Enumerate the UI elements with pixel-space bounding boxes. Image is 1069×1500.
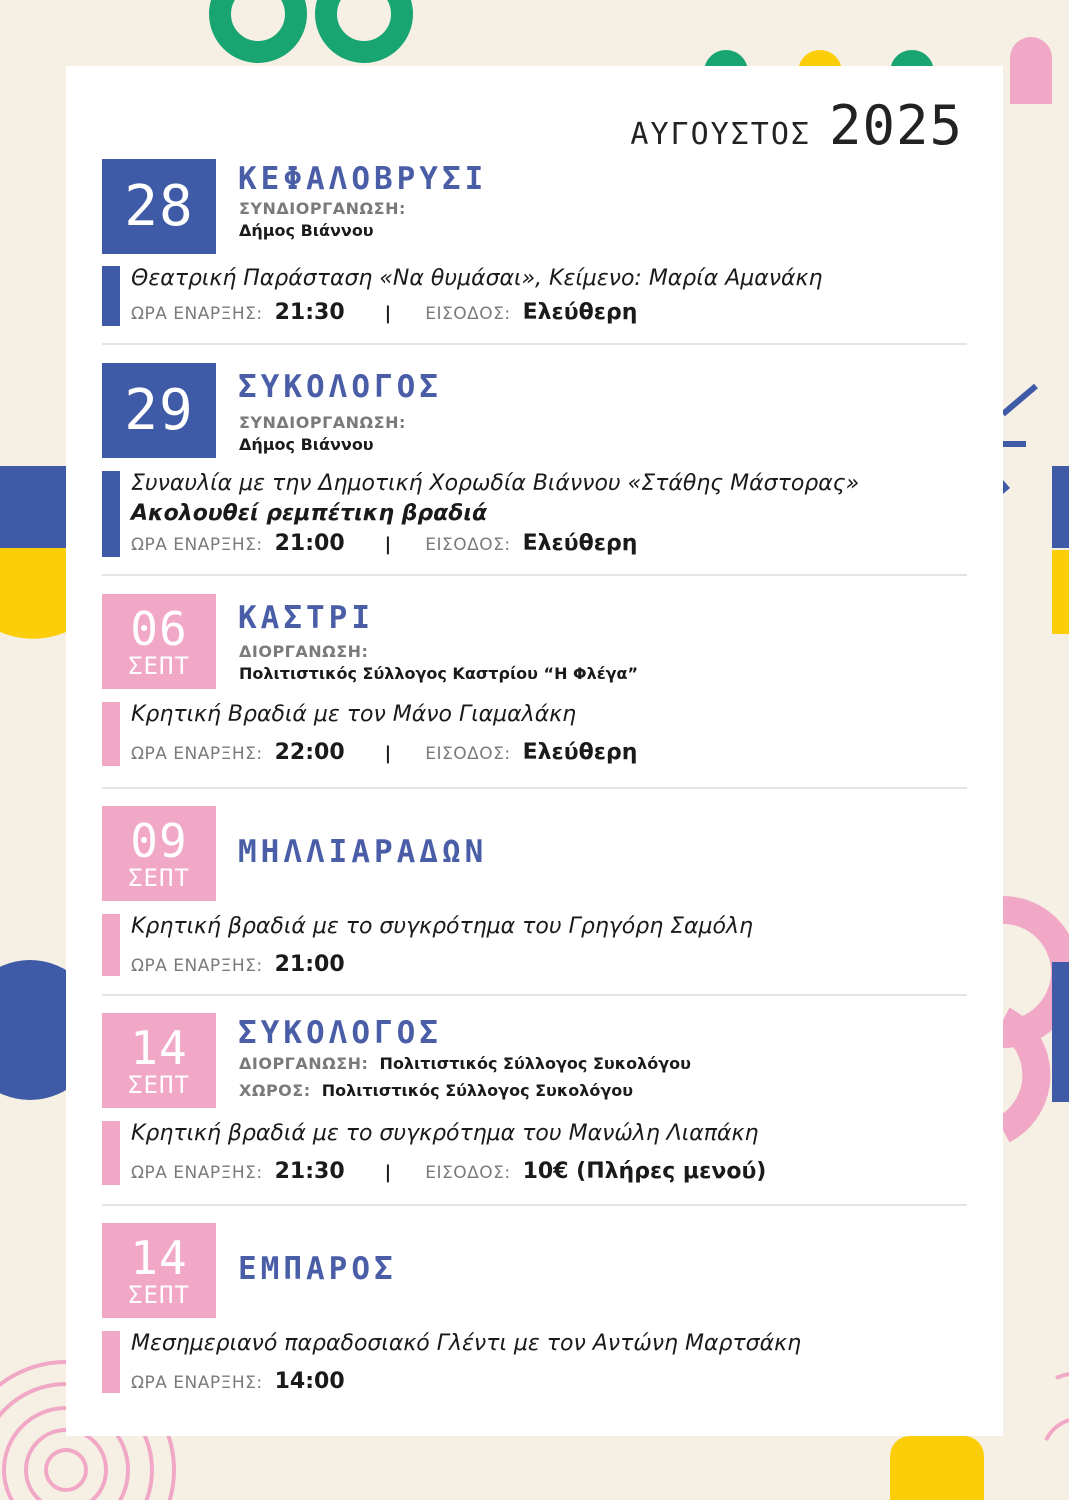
event-month: ΣΕΠΤ: [128, 651, 190, 680]
event-day: 09: [130, 813, 188, 868]
event-month: ΣΕΠΤ: [128, 1280, 190, 1309]
event-subtitle: Ακολουθεί ρεμπέτικη βραδιά: [131, 501, 488, 526]
entry-value: 10€ (Πλήρες μενού): [522, 1159, 767, 1184]
time-value: 21:30: [274, 300, 345, 325]
meta-separator: |: [384, 534, 392, 555]
accent-bar: [102, 1331, 120, 1393]
date-box: [102, 1223, 216, 1318]
accent-bar: [102, 266, 120, 326]
meta-separator: |: [384, 743, 392, 764]
accent-bar: [102, 914, 120, 976]
divider: [102, 343, 967, 345]
date-box: [102, 594, 216, 689]
event-meta: [131, 1159, 766, 1184]
event-organizer: [239, 199, 406, 240]
organizer-label: ΣΥΝΔΙΟΡΓΑΝΩΣΗ:: [239, 413, 406, 432]
organizer-value: Πολιτιστικός Σύλλογος Καστρίου “Η Φλέγα”: [239, 664, 639, 683]
organizer-value: Πολιτιστικός Σύλλογος Συκολόγου: [379, 1054, 691, 1073]
event-place: ΚΑΣΤΡΙ: [238, 600, 374, 636]
time-label: ΩΡΑ ΕΝΑΡΞΗΣ:: [131, 1163, 263, 1183]
event-place: ΣΥΚΟΛΟΓΟΣ: [238, 369, 442, 405]
entry-value: Ελεύθερη: [522, 531, 638, 556]
venue-value: Πολιτιστικός Σύλλογος Συκολόγου: [321, 1081, 634, 1100]
time-value: 21:00: [274, 531, 345, 556]
event-title: Μεσημεριανό παραδοσιακό Γλέντι με τον Αντώνη Μαρτσάκη: [131, 1331, 802, 1356]
organizer-label: ΔΙΟΡΓΑΝΩΣΗ:: [239, 1054, 369, 1073]
date-box: [102, 363, 216, 458]
event-meta: [131, 300, 637, 325]
time-label: ΩΡΑ ΕΝΑΡΞΗΣ:: [131, 744, 263, 764]
meta-separator: |: [384, 1162, 392, 1183]
accent-bar: [102, 471, 120, 557]
month-name: ΑΥΓΟΥΣΤΟΣ: [630, 117, 811, 152]
event-meta: [131, 952, 345, 977]
event-organizer: [239, 642, 638, 683]
event-place: ΚΕΦΑΛΟΒΡΥΣΙ: [238, 161, 488, 197]
event-meta: [131, 1369, 345, 1394]
event-meta: [131, 740, 637, 765]
time-value: 22:00: [274, 740, 345, 765]
entry-value: Ελεύθερη: [522, 300, 638, 325]
time-label: ΩΡΑ ΕΝΑΡΞΗΣ:: [131, 956, 263, 976]
entry-label: ΕΙΣΟΔΟΣ:: [425, 535, 511, 555]
schedule-card: [66, 66, 1003, 1436]
meta-separator: |: [384, 303, 392, 324]
event-venue: [239, 1081, 633, 1100]
event-day: 14: [130, 1020, 188, 1075]
event-item: [102, 159, 967, 349]
entry-label: ΕΙΣΟΔΟΣ:: [425, 1163, 511, 1183]
organizer-value: Δήμος Βιάννου: [239, 435, 374, 454]
venue-label: ΧΩΡΟΣ:: [239, 1081, 311, 1100]
event-item: [102, 806, 967, 1001]
event-place: ΜΗΛΛΙΑΡΑΔΩΝ: [238, 834, 488, 870]
event-month: ΣΕΠΤ: [128, 1070, 190, 1099]
event-item: [102, 1013, 967, 1213]
time-label: ΩΡΑ ΕΝΑΡΞΗΣ:: [131, 1373, 263, 1393]
entry-label: ΕΙΣΟΔΟΣ:: [425, 304, 511, 324]
time-label: ΩΡΑ ΕΝΑΡΞΗΣ:: [131, 535, 263, 555]
accent-bar: [102, 702, 120, 766]
time-value: 21:00: [274, 952, 345, 977]
organizer-label: ΔΙΟΡΓΑΝΩΣΗ:: [239, 642, 369, 661]
event-meta: [131, 531, 637, 556]
accent-bar: [102, 1121, 120, 1185]
event-day: 06: [130, 601, 188, 656]
month-year: 2025: [828, 94, 963, 157]
date-box: [102, 806, 216, 901]
organizer-label: ΣΥΝΔΙΟΡΓΑΝΩΣΗ:: [239, 199, 406, 218]
event-day: 28: [124, 173, 194, 239]
event-day: 29: [124, 377, 194, 443]
event-title: Κρητική βραδιά με το συγκρότημα του Μανώλη Λιαπάκη: [131, 1121, 759, 1146]
entry-label: ΕΙΣΟΔΟΣ:: [425, 744, 511, 764]
organizer-value: Δήμος Βιάννου: [239, 221, 374, 240]
event-month: ΣΕΠΤ: [128, 863, 190, 892]
event-day: 14: [130, 1230, 188, 1285]
divider: [102, 787, 967, 789]
event-place: ΣΥΚΟΛΟΓΟΣ: [238, 1015, 442, 1051]
event-title: Κρητική Βραδιά με τον Μάνο Γιαμαλάκη: [131, 702, 577, 727]
event-title: Συναυλία με την Δημοτική Χορωδία Βιάννου «Στάθης Μάστορας»: [131, 471, 860, 496]
divider: [102, 574, 967, 576]
event-item: [102, 363, 967, 579]
event-item: [102, 594, 967, 794]
entry-value: Ελεύθερη: [522, 740, 638, 765]
event-title: Κρητική βραδιά με το συγκρότημα του Γρηγόρη Σαμόλη: [131, 914, 753, 939]
event-item: [102, 1223, 967, 1403]
event-organizer: [239, 413, 406, 454]
event-title: Θεατρική Παράσταση «Να θυμάσαι», Κείμενο: Μαρία Αμανάκη: [131, 266, 823, 291]
time-value: 14:00: [274, 1369, 345, 1394]
date-box: [102, 159, 216, 254]
date-box: [102, 1013, 216, 1108]
event-place: ΕΜΠΑΡΟΣ: [238, 1251, 397, 1287]
divider: [102, 1204, 967, 1206]
event-organizer: [239, 1054, 691, 1073]
time-value: 21:30: [274, 1159, 345, 1184]
month-header: [630, 94, 963, 157]
time-label: ΩΡΑ ΕΝΑΡΞΗΣ:: [131, 304, 263, 324]
divider: [102, 994, 967, 996]
